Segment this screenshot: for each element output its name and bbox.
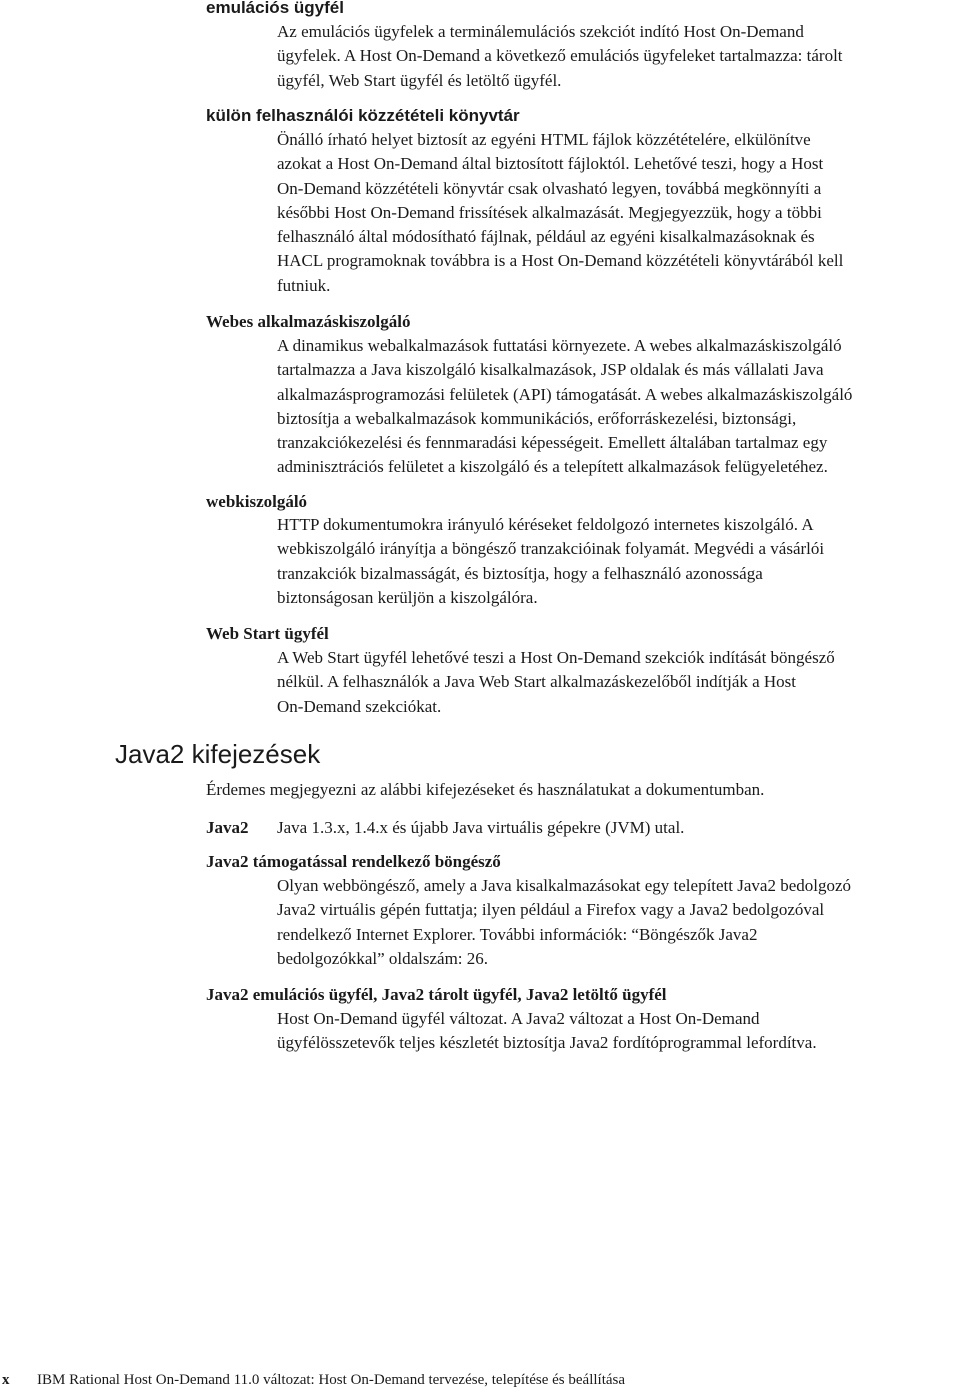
term-java2: Java2 — [206, 818, 249, 837]
definition-line: ügyfelek. A Host On-Demand a következő emulációs ügyfeleket tartalmazza: tárolt — [277, 46, 843, 66]
definition-line: adminisztrációs felületet a kiszolgáló és a telepített alkalmazások felügyeletéhez. — [277, 457, 828, 477]
page-number: x — [2, 1372, 10, 1388]
definition-line: Host On-Demand ügyfél változat. A Java2 változat a Host On-Demand — [277, 1009, 760, 1028]
term-java2-ugyfel: Java2 emulációs ügyfél, Java2 tárolt ügyfél, Java2 letöltő ügyfél — [206, 985, 667, 1004]
definition-line: azokat a Host On-Demand által biztosított fájloktól. Lehetővé teszi, hogy a Host — [277, 154, 824, 174]
definition-webkiszolgalo — [277, 513, 957, 610]
definition-line: tranzakciókezelési és fennmaradási képességeit. Emellett általában tartalmaz egy — [277, 433, 828, 453]
definition-line: Az emulációs ügyfelek a terminálemulációs szekciót indító Host On-Demand — [277, 22, 804, 41]
definition-line: futniuk. — [277, 275, 331, 295]
definition-line: bedolgozókkal” oldalszám: 26. — [277, 948, 489, 968]
definition-line: Java2 virtuális gépén futtatja; ilyen például a Firefox vagy a Java2 bedolgozóval — [277, 900, 825, 920]
definition-line: biztosítja a webalkalmazások kommunikációs, erőforráskezelési, biztonsági, — [277, 408, 797, 428]
definition-line: alkalmazásprogramozási felületek (API) támogatását. A webes alkalmazáskiszolgáló — [277, 384, 853, 404]
term-webkiszolgalo: webkiszolgáló — [206, 492, 308, 511]
term-webes-alkalmazaskiszolgalo: Webes alkalmazáskiszolgáló — [206, 312, 411, 331]
definition-line: biztonságosan kerüljön a kiszolgálóra. — [277, 587, 538, 607]
definition-line: Önálló írható helyet biztosít az egyéni HTML fájlok közzétételére, elkülönítve — [277, 130, 811, 149]
definition-line: nélkül. A felhasználók a Java Web Start alkalmazáskezelőből indítják a Host — [277, 672, 797, 692]
term-kulon-konyvtar: külön felhasználói közzétételi könyvtár — [206, 106, 520, 125]
section-intro: Érdemes megjegyezni az alábbi kifejezéseket és használatukat a dokumentumban. — [206, 780, 765, 799]
definition-line: On-Demand közzétételi könyvtár csak olvasható legyen, továbbá megkönnyíti a — [277, 178, 822, 198]
definition-line: felhasználó által módosítható fájlnak, például az egyéni kisalkalmazásoknak és — [277, 227, 815, 247]
definition-java2: Java 1.3.x, 1.4.x és újabb Java virtuális gépekre (JVM) utal. — [277, 818, 685, 837]
definition-java2-bongeszo — [277, 874, 957, 971]
definition-line: HTTP dokumentumokra irányuló kéréseket feldolgozó internetes kiszolgáló. A — [277, 515, 814, 534]
definition-line: tranzakciók bizalmasságát, és biztosítja, hogy a felhasználó azonossága — [277, 563, 763, 583]
definition-emulacios-ugyfel — [277, 20, 957, 93]
definition-line: HACL programoknak továbbra is a Host On-Demand közzétételi könyvtárából kell — [277, 251, 844, 271]
definition-line: rendelkező Internet Explorer. További információk: “Böngészők Java2 — [277, 924, 758, 944]
definition-line: ügyfél, Web Start ügyfél és letöltő ügyfél. — [277, 70, 562, 90]
definition-line: ügyfélösszetevők teljes készletét biztosítja Java2 fordítóprogrammal lefordítva. — [277, 1033, 817, 1053]
section-title: Java2 kifejezések — [115, 739, 321, 769]
definition-web-start-ugyfel — [277, 646, 957, 719]
definition-line: Olyan webböngésző, amely a Java kisalkalmazásokat egy telepített Java2 bedolgozó — [277, 876, 852, 895]
definition-line: A Web Start ügyfél lehetővé teszi a Host On-Demand szekciók indítását böngésző — [277, 648, 835, 667]
glossary-entry-java2 — [206, 816, 684, 840]
definition-java2-ugyfel — [277, 1007, 957, 1056]
definition-webes-alkalmazaskiszolgalo — [277, 334, 957, 480]
definition-line: webkiszolgáló irányítja a böngésző tranzakcióinak folyamát. Megvédi a vásárlói — [277, 539, 825, 559]
definition-line: későbbi Host On-Demand frissítések alkalmazását. Megjegyezzük, hogy a többi — [277, 202, 822, 222]
term-emulacios-ugyfel: emulációs ügyfél — [206, 0, 344, 17]
definition-kulon-konyvtar — [277, 128, 957, 298]
term-java2-bongeszo: Java2 támogatással rendelkező böngésző — [206, 852, 501, 871]
definition-line: On-Demand szekciókat. — [277, 696, 442, 716]
book-title: IBM Rational Host On-Demand 11.0 változat: Host On-Demand tervezése, telepítése és beállítása — [37, 1372, 626, 1388]
term-web-start-ugyfel: Web Start ügyfél — [206, 624, 329, 643]
definition-line: A dinamikus webalkalmazások futtatási környezete. A webes alkalmazáskiszolgáló — [277, 336, 842, 355]
definition-line: tartalmazza a Java kiszolgáló kisalkalmazások, JSP oldalak és más vállalati Java — [277, 360, 824, 380]
